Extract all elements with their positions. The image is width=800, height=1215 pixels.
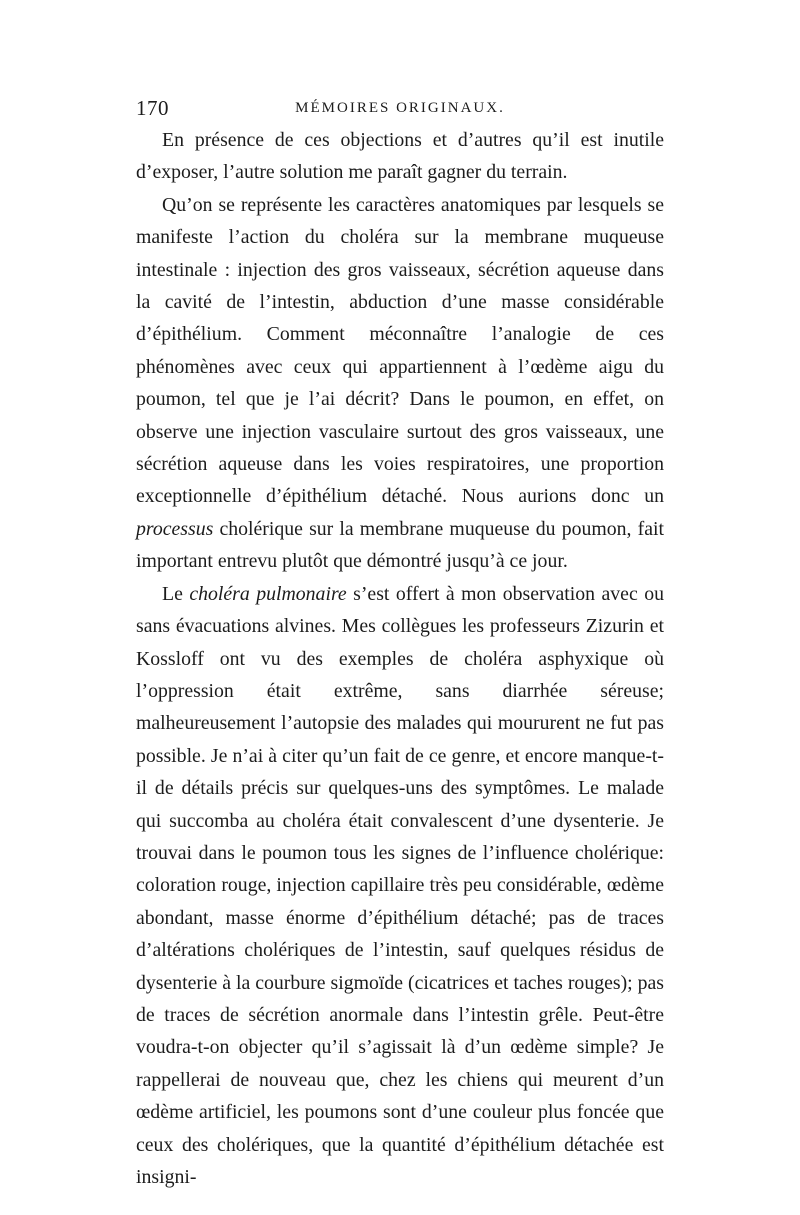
italic-term-cholera-pulmonaire: choléra pulmonaire [189, 582, 347, 605]
paragraph-anatomical-analogy [136, 189, 664, 578]
book-page [136, 92, 664, 1193]
paragraph-text: s’est offert à mon observation avec ou sans évacuations alvines. Mes collègues les professeurs Zizurin et Kossloff ont vu des exemples de choléra asphyxique où l’oppression était extrême, sans diarrhée séreuse; malheureusement l’autopsie des malades qui moururent ne fut pas possible. Je n’ai à citer qu’un fait de ce genre, et encore manque-t-il de détails précis sur quelques-uns des symptômes. Le malade qui succomba au choléra était convalescent d’une dysenterie. Je trouvai dans le poumon tous les signes de l’influence cholérique: coloration rouge, injection capillaire très peu considérable, œdème abondant, masse énorme d’épithélium détaché; pas de traces d’altérations cholériques de l’intestin, sauf quelques résidus de dysenterie à la courbure sigmoïde (cicatrices et taches rouges); pas de traces de sécrétion anormale dans l’intestin grêle. Peut-être voudra-t-on objecter qu’il s’agissait là d’un œdème simple? Je rappellerai de nouveau que, chez les chiens qui meurent d’un œdème artificiel, les poumons sont d’une couleur plus foncée que ceux des cholériques, que la quantité d’épithélium détachée est insigni- [136, 582, 664, 1188]
paragraph-text: cholérique sur la membrane muqueuse du poumon, fait important entrevu plutôt que démontré jusqu’à ce jour. [136, 517, 664, 573]
paragraph-objections [136, 124, 664, 189]
page-number: 170 [136, 96, 169, 120]
paragraph-text: Le [162, 582, 190, 605]
paragraph-text: En présence de ces objections et d’autres qu’il est inutile d’exposer, l’autre solution me paraît gagner du terrain. [136, 129, 664, 184]
body-text [136, 124, 664, 1193]
running-header [136, 92, 664, 124]
italic-term-processus: processus [136, 517, 214, 540]
running-title: MÉMOIRES ORIGINAUX. [295, 100, 505, 116]
paragraph-pulmonary-cholera [136, 578, 664, 1194]
paragraph-text: Qu’on se représente les caractères anatomiques par lesquels se manifeste l’action du choléra sur la membrane muqueuse intestinale : injection des gros vaisseaux, sécrétion aqueuse dans la cavité de l’intestin, abduction d’une masse considérable d’épithélium. Comment méconnaître l’analogie de ces phénomènes avec ceux qui appartiennent à l’œdème aigu du poumon, tel que je l’ai décrit? Dans le poumon, en effet, on observe une injection vasculaire surtout des gros vaisseaux, une sécrétion aqueuse dans les voies respiratoires, une proportion exceptionnelle d’épithélium détaché. Nous aurions donc un [136, 193, 664, 508]
